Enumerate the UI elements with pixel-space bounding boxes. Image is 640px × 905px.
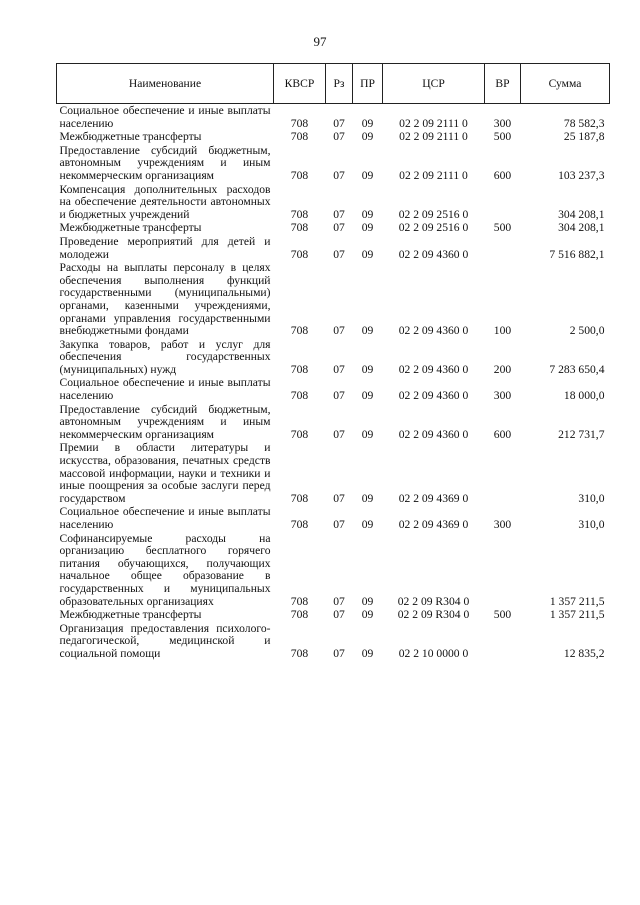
cell-kvsr: 708 bbox=[290, 207, 309, 221]
table-row bbox=[57, 532, 610, 609]
cell-name: Закупка товаров, работ и услуг для обеспечения государственных (муниципальных) нужд bbox=[59, 337, 271, 376]
cell-rz: 07 bbox=[333, 247, 345, 261]
cell-rz: 07 bbox=[333, 221, 345, 235]
cell-rz: 07 bbox=[333, 324, 345, 338]
cell-kvsr: 708 bbox=[290, 518, 309, 531]
table-row bbox=[57, 441, 610, 505]
cell-vr bbox=[485, 183, 521, 222]
table-row bbox=[57, 104, 610, 131]
cell-pr: 09 bbox=[361, 207, 374, 221]
cell-rz: 07 bbox=[333, 518, 345, 531]
cell-pr: 09 bbox=[361, 247, 374, 261]
column-header-pr: ПР bbox=[353, 64, 383, 104]
cell-vr bbox=[485, 622, 521, 661]
cell-vr: 600 bbox=[493, 427, 512, 441]
cell-rz: 07 bbox=[333, 116, 345, 130]
table-row bbox=[57, 403, 610, 442]
cell-kvsr: 708 bbox=[290, 362, 309, 376]
cell-rz: 07 bbox=[333, 646, 345, 660]
cell-vr: 300 bbox=[493, 389, 512, 403]
cell-csr: 02 2 09 4360 0 bbox=[398, 324, 469, 338]
cell-csr: 02 2 09 R304 0 bbox=[397, 594, 470, 608]
cell-rz: 07 bbox=[333, 594, 345, 608]
column-header-amount: Сумма bbox=[521, 64, 610, 104]
cell-pr: 09 bbox=[361, 362, 374, 376]
column-header-vr: ВР bbox=[485, 64, 521, 104]
cell-kvsr: 708 bbox=[290, 247, 309, 261]
cell-name: Премии в области литературы и искусства, образования, печатных средств массовой информации, науки и техники и иные поощрения за особые заслуги перед государством bbox=[59, 441, 271, 505]
cell-kvsr: 708 bbox=[290, 491, 309, 505]
cell-rz: 07 bbox=[333, 168, 345, 182]
cell-rz: 07 bbox=[333, 427, 345, 441]
cell-name: Межбюджетные трансферты bbox=[59, 608, 202, 622]
cell-pr: 09 bbox=[361, 646, 374, 660]
cell-vr bbox=[485, 532, 521, 609]
table-row bbox=[57, 235, 610, 261]
cell-kvsr: 708 bbox=[290, 389, 309, 403]
cell-pr: 09 bbox=[361, 116, 374, 130]
cell-amount: 2 500,0 bbox=[569, 324, 605, 338]
cell-vr bbox=[485, 235, 521, 261]
cell-pr: 09 bbox=[361, 389, 374, 403]
cell-amount: 78 582,3 bbox=[563, 116, 605, 130]
cell-vr: 200 bbox=[493, 362, 512, 376]
table-header-row bbox=[57, 64, 610, 104]
cell-pr: 09 bbox=[361, 324, 374, 338]
budget-table bbox=[56, 63, 610, 661]
cell-csr: 02 2 09 4360 0 bbox=[398, 362, 469, 376]
table-row bbox=[57, 130, 610, 144]
table-row bbox=[57, 608, 610, 622]
cell-amount: 25 187,8 bbox=[563, 130, 605, 144]
table-body bbox=[57, 104, 610, 661]
column-header-rz: Рз bbox=[326, 64, 353, 104]
cell-amount: 310,0 bbox=[578, 491, 605, 505]
table-row bbox=[57, 505, 610, 531]
cell-kvsr: 708 bbox=[290, 221, 309, 235]
cell-csr: 02 2 09 2111 0 bbox=[399, 130, 468, 144]
cell-rz: 07 bbox=[333, 130, 345, 144]
cell-name: Проведение мероприятий для детей и молодежи bbox=[59, 234, 271, 261]
cell-amount: 103 237,3 bbox=[558, 168, 605, 182]
cell-name: Социальное обеспечение и иные выплаты населению bbox=[59, 505, 271, 531]
cell-pr: 09 bbox=[361, 491, 374, 505]
cell-vr: 300 bbox=[493, 518, 512, 531]
cell-kvsr: 708 bbox=[290, 646, 309, 660]
cell-amount: 7 516 882,1 bbox=[549, 247, 605, 261]
cell-csr: 02 2 09 2111 0 bbox=[399, 116, 468, 130]
table-row bbox=[57, 338, 610, 377]
cell-pr: 09 bbox=[361, 130, 374, 144]
cell-csr: 02 2 10 0000 0 bbox=[398, 646, 469, 660]
cell-pr: 09 bbox=[361, 608, 374, 622]
cell-name: Организация предоставления психолого-педагогической, медицинской и социальной помощи bbox=[59, 621, 271, 660]
cell-amount: 1 357 211,5 bbox=[549, 594, 605, 608]
cell-vr: 300 bbox=[493, 116, 512, 130]
cell-name: Социальное обеспечение и иные выплаты населению bbox=[59, 376, 271, 403]
table-row bbox=[57, 221, 610, 235]
cell-vr: 500 bbox=[493, 130, 512, 144]
cell-kvsr: 708 bbox=[290, 594, 309, 608]
cell-csr: 02 2 09 2516 0 bbox=[398, 221, 469, 235]
cell-amount: 304 208,1 bbox=[558, 207, 605, 221]
cell-kvsr: 708 bbox=[290, 324, 309, 338]
cell-vr: 500 bbox=[493, 221, 512, 235]
cell-amount: 7 283 650,4 bbox=[549, 362, 605, 376]
cell-pr: 09 bbox=[361, 221, 374, 235]
cell-csr: 02 2 09 4360 0 bbox=[398, 389, 469, 403]
cell-kvsr: 708 bbox=[290, 608, 309, 622]
cell-rz: 07 bbox=[333, 207, 345, 221]
cell-name: Расходы на выплаты персоналу в целях обеспечения выполнения функций государственными (муниципальными) органами, казенными учреждениями, органами управления государственными внебюджетными фондами bbox=[59, 261, 271, 338]
cell-vr: 100 bbox=[493, 324, 512, 338]
cell-amount: 18 000,0 bbox=[563, 389, 605, 403]
cell-amount: 212 731,7 bbox=[558, 427, 605, 441]
table-row bbox=[57, 183, 610, 222]
cell-vr: 600 bbox=[493, 168, 512, 182]
cell-csr: 02 2 09 4369 0 bbox=[398, 518, 469, 531]
cell-amount: 310,0 bbox=[578, 518, 605, 531]
cell-name: Софинансируемые расходы на организацию бесплатного горячего питания обучающихся, получающих начальное общее образование в государственных и муниципальных образовательных организациях bbox=[59, 531, 271, 608]
cell-name: Межбюджетные трансферты bbox=[59, 221, 202, 235]
cell-amount: 1 357 211,5 bbox=[549, 608, 605, 622]
cell-csr: 02 2 09 2516 0 bbox=[398, 207, 469, 221]
cell-pr: 09 bbox=[361, 594, 374, 608]
cell-rz: 07 bbox=[333, 608, 345, 622]
column-header-name: Наименование bbox=[57, 64, 274, 104]
cell-amount: 12 835,2 bbox=[563, 646, 605, 660]
cell-name: Компенсация дополнительных расходов на обеспечение деятельности автономных и бюджетных учреждений bbox=[59, 182, 271, 221]
cell-vr: 500 bbox=[493, 608, 512, 622]
cell-csr: 02 2 09 4360 0 bbox=[398, 247, 469, 261]
cell-kvsr: 708 bbox=[290, 427, 309, 441]
cell-rz: 07 bbox=[333, 362, 345, 376]
cell-kvsr: 708 bbox=[290, 168, 309, 182]
table-row bbox=[57, 376, 610, 402]
cell-rz: 07 bbox=[333, 389, 345, 403]
cell-vr bbox=[485, 441, 521, 505]
cell-pr: 09 bbox=[361, 518, 374, 531]
table-row bbox=[57, 144, 610, 183]
cell-rz: 07 bbox=[333, 491, 345, 505]
column-header-kvsr: КВСР bbox=[274, 64, 326, 104]
table-row bbox=[57, 261, 610, 338]
cell-kvsr: 708 bbox=[290, 130, 309, 144]
cell-csr: 02 2 09 2111 0 bbox=[399, 168, 468, 182]
cell-pr: 09 bbox=[361, 168, 374, 182]
cell-name: Предоставление субсидий бюджетным, автономным учреждениям и иным некоммерческим организациям bbox=[59, 143, 271, 182]
cell-csr: 02 2 09 4360 0 bbox=[398, 427, 469, 441]
cell-csr: 02 2 09 R304 0 bbox=[397, 608, 470, 622]
cell-name: Межбюджетные трансферты bbox=[59, 130, 202, 144]
column-header-csr: ЦСР bbox=[383, 64, 485, 104]
cell-kvsr: 708 bbox=[290, 116, 309, 130]
table-row bbox=[57, 622, 610, 661]
cell-name: Социальное обеспечение и иные выплаты населению bbox=[59, 104, 271, 130]
page-number: 97 bbox=[313, 34, 327, 49]
cell-name: Предоставление субсидий бюджетным, автономным учреждениям и иным некоммерческим организациям bbox=[59, 402, 271, 441]
cell-amount: 304 208,1 bbox=[558, 221, 605, 235]
cell-csr: 02 2 09 4369 0 bbox=[398, 491, 469, 505]
cell-pr: 09 bbox=[361, 427, 374, 441]
